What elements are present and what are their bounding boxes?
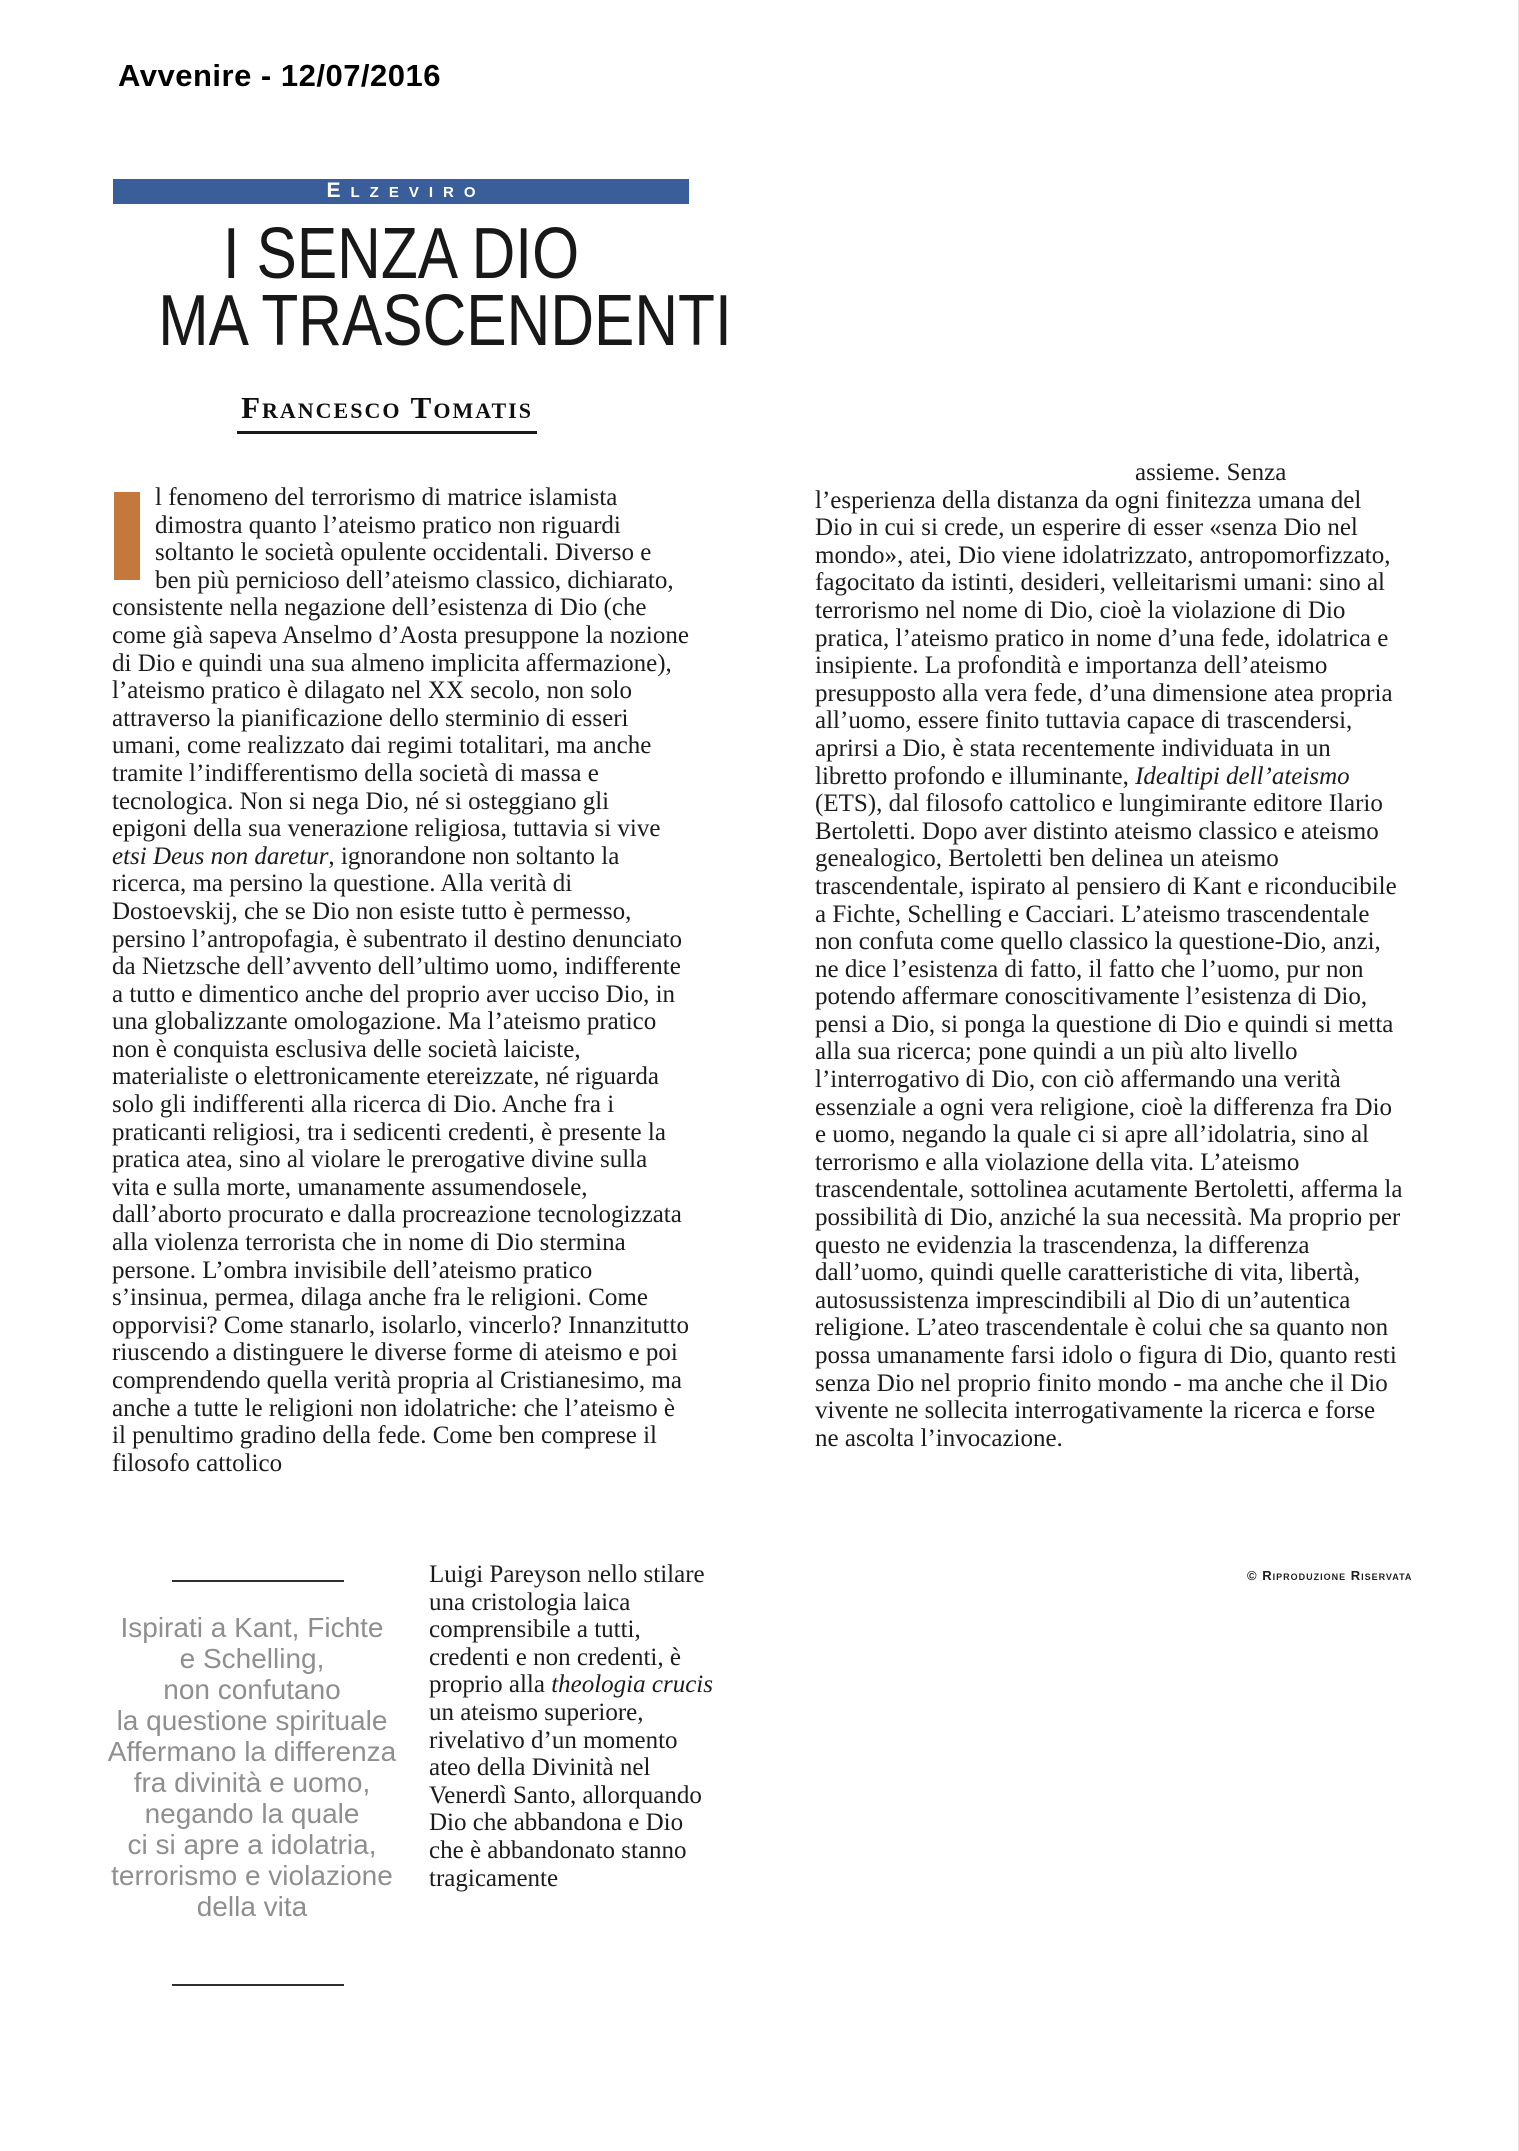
right-column-first-line: assieme. Senza bbox=[1135, 459, 1287, 486]
section-banner-elzeviro: Elzeviro bbox=[113, 179, 689, 204]
left-column bbox=[112, 484, 690, 1477]
right-column bbox=[815, 459, 1403, 1452]
pull-quote-divider-top bbox=[172, 1580, 344, 1582]
right-column-text: l’esperienza della distanza da ogni finitezza umana del Dio in cui si crede, un esperire di esser «senza Dio nel mondo», atei, Dio viene idolatrizzato, antropomorfizzato, fagocitato da istinti, desideri, velleitarismi umani: sino al terrorismo nel nome di Dio, cioè la violazione di Dio pratica, l’ateismo pratico in nome d’una fede, idolatrica e insipiente. La profondità e importanza dell’ateismo presupposto alla vera fede, d’una dimensione atea propria all’uomo, essere finito tuttavia capace di trascendersi, aprirsi a Dio, è stata recentemente individuata in un libretto profondo e illuminante, Idealtipi dell’ateismo (ETS), dal filosofo cattolico e lungimirante editore Ilario Bertoletti. Dopo aver distinto ateismo classico e ateismo genealogico, Bertoletti ben delinea un ateismo trascendentale, ispirato al pensiero di Kant e riconducibile a Fichte, Schelling e Cacciari. L’ateismo trascendentale non confuta come quello classico la questione-Dio, anzi, ne dice l’esistenza di fatto, il fatto che l’uomo, pur non potendo affermare conoscitivamente l’esistenza di Dio, pensi a Dio, si ponga la questione di Dio e quindi si metta alla sua ricerca; pone quindi a un più alto livello l’interrogativo di Dio, con ciò affermando una verità essenziale a ogni vera religione, cioè la differenza fra Dio e uomo, negando la quale ci si apre all’idolatria, sino al terrorismo e alla violazione della vita. L’ateismo trascendentale, sottolinea acutamente Bertoletti, afferma la possibilità di Dio, anziché la sua necessità. Ma proprio per questo ne evidenzia la trascendenza, la differenza dall’uomo, quindi quelle caratteristiche di vita, libertà, autosussistenza imprescindibili al Dio di un’autentica religione. L’ateo trascendentale è colui che sa quanto non possa umanamente farsi idolo o figura di Dio, quanto resti senza Dio nel proprio finito mondo - ma anche che il Dio vivente ne sollecita interrogativamente la ricerca e forse ne ascolta l’invocazione. bbox=[815, 486, 1403, 1452]
pull-quote: Ispirati a Kant, Fichte e Schelling, non confutano la questione spirituale Affermano la differenza fra divinità e uomo, negando la quale ci si apre a idolatria, terrorismo e violazione della vita bbox=[107, 1612, 397, 1922]
headline-line-2: MA TRASCENDENTI bbox=[158, 281, 732, 361]
author-name: Francesco Tomatis bbox=[237, 390, 537, 434]
copyright-notice: © Riproduzione Riservata bbox=[1247, 1568, 1413, 1583]
middle-column-text: Luigi Pareyson nello stilare una cristologia laica comprensibile a tutti, credenti e non credenti, è proprio alla theologia crucis un ateismo superiore, rivelativo d’un momento ateo della Divinità nel Venerdì Santo, allorquando Dio che abbandona e Dio che è abbandonato stanno tragicamente bbox=[429, 1561, 713, 1892]
left-column-text: l fenomeno del terrorismo di matrice islamista dimostra quanto l’ateismo pratico non riguardi soltanto le società opulente occidentali. Diverso e ben più pernicioso dell’ateismo classico, dichiarato, consistente nella negazione dell’esistenza di Dio (che come già sapeva Anselmo d’Aosta presuppone la nozione di Dio e quindi una sua almeno implicita affermazione), l’ateismo pratico è dilagato nel XX secolo, non solo attraverso la pianificazione dello sterminio di esseri umani, come realizzato dai regimi totalitari, ma anche tramite l’indifferentismo della società di massa e tecnologica. Non si nega Dio, né si osteggiano gli epigoni della sua venerazione religiosa, tuttavia si vive etsi Deus non daretur, ignorandone non soltanto la ricerca, ma persino la questione. Alla verità di Dostoevskij, che se Dio non esiste tutto è permesso, persino l’antropofagia, è subentrato il destino denunciato da Nietzsche dell’avvento dell’ultimo uomo, indifferente a tutto e dimentico anche del proprio aver ucciso Dio, in una globalizzante omologazione. Ma l’ateismo pratico non è conquista esclusiva delle società laiciste, materialiste o elettronicamente etereizzate, né riguarda solo gli indifferenti alla ricerca di Dio. Anche fra i praticanti religiosi, tra i sedicenti credenti, è presente la pratica atea, sino al violare le prerogative divine sulla vita e sulla morte, umanamente assumendosele, dall’aborto procurato e dalla procreazione tecnologizzata alla violenza terrorista che in nome di Dio stermina persone. L’ombra invisibile dell’ateismo pratico s’insinua, permea, dilaga anche fra le religioni. Come opporvisi? Come stanarlo, isolarlo, vincerlo? Innanzitutto riuscendo a distinguere le diverse forme di ateismo e poi comprendendo quella verità propria al Cristianesimo, ma anche a tutte le religioni non idolatriche: che l’ateismo è il penultimo gradino della fede. Come ben comprese il filosofo cattolico bbox=[112, 484, 689, 1477]
pull-quote-divider-bottom bbox=[172, 1984, 344, 1986]
drop-cap-letter-i bbox=[114, 492, 140, 580]
source-date-line: Avvenire - 12/07/2016 bbox=[118, 58, 442, 93]
middle-column bbox=[429, 1561, 717, 1892]
headline-line-1: I SENZA DIO bbox=[222, 214, 580, 294]
byline bbox=[98, 390, 676, 434]
article-headline bbox=[158, 214, 732, 361]
